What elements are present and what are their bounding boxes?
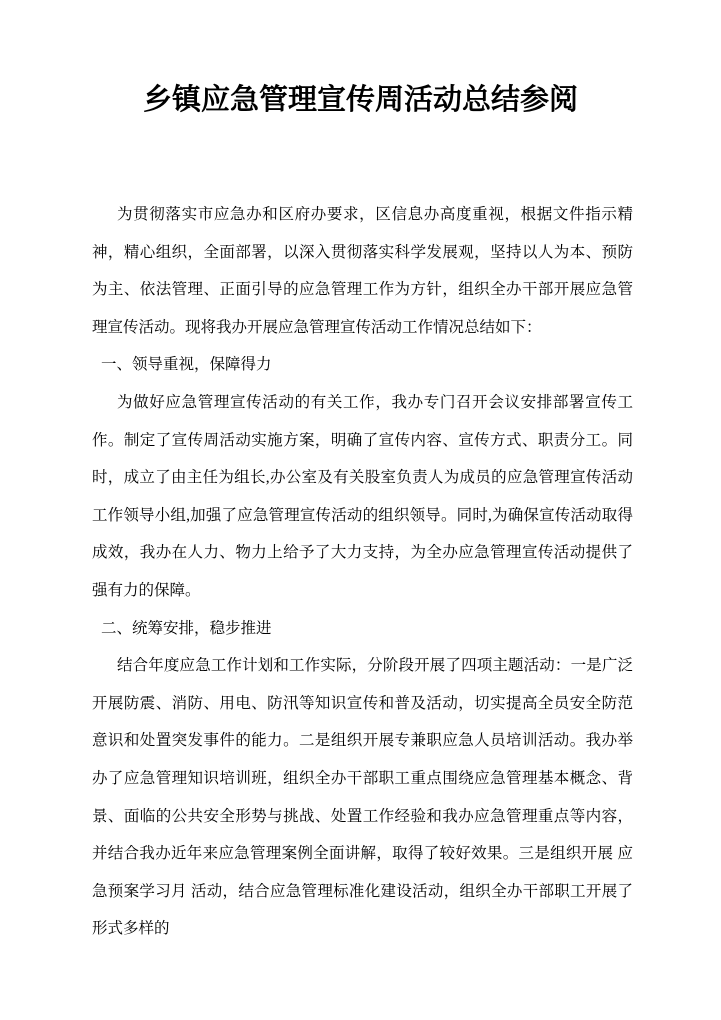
doc-paragraph: 为做好应急管理宣传活动的有关工作，我办专门召开会议安排部署宣传工作。制定了宣传周活动实施方案，明确了宣传内容、宣传方式、职责分工。同时，成立了由主任为组长,办公室及有关股室负责人为成员的应急管理宣传活动工作领导小组,加强了应急管理宣传活动的组织领导。同时,为确保宣传活动取得成效，我办在人力、物力上给予了大力支持，为全办应急管理宣传活动提供了强有力的保障。 xyxy=(92,393,633,599)
doc-paragraph: 为贯彻落实市应急办和区府办要求，区信息办高度重视，根据文件指示精神，精心组织，全面部署，以深入贯彻落实科学发展观，坚持以人为本、预防为主、依法管理、正面引导的应急管理工作为方针，组织全办干部开展应急管理宣传活动。现将我办开展应急管理宣传活动工作情况总结如下： xyxy=(92,206,633,336)
doc-heading: 一、领导重视，保障得力 xyxy=(101,356,272,374)
doc-heading: 二、统筹安排，稳步推进 xyxy=(101,619,272,637)
doc-paragraph: 结合年度应急工作计划和工作实际，分阶段开展了四项主题活动：一是广泛开展防震、消防、用电、防汛等知识宣传和普及活动，切实提高全员安全防范意识和处置突发事件的能力。二是组织开展专兼职应急人员培训活动。我办举办了应急管理知识培训班，组织全办干部职工重点围绕应急管理基本概念、背景、面临的公共安全形势与挑战、处置工作经验和我办应急管理重点等内容，并结合我办近年来应急管理案例全面讲解，取得了较好效果。三是组织开展 应急预案学习月 活动，结合应急管理标准化建设活动，组织全办干部职工开展了形式多样的 xyxy=(92,657,633,938)
document-body xyxy=(92,196,633,948)
document-title: 乡镇应急管理宣传周活动总结参阅 xyxy=(142,84,578,116)
